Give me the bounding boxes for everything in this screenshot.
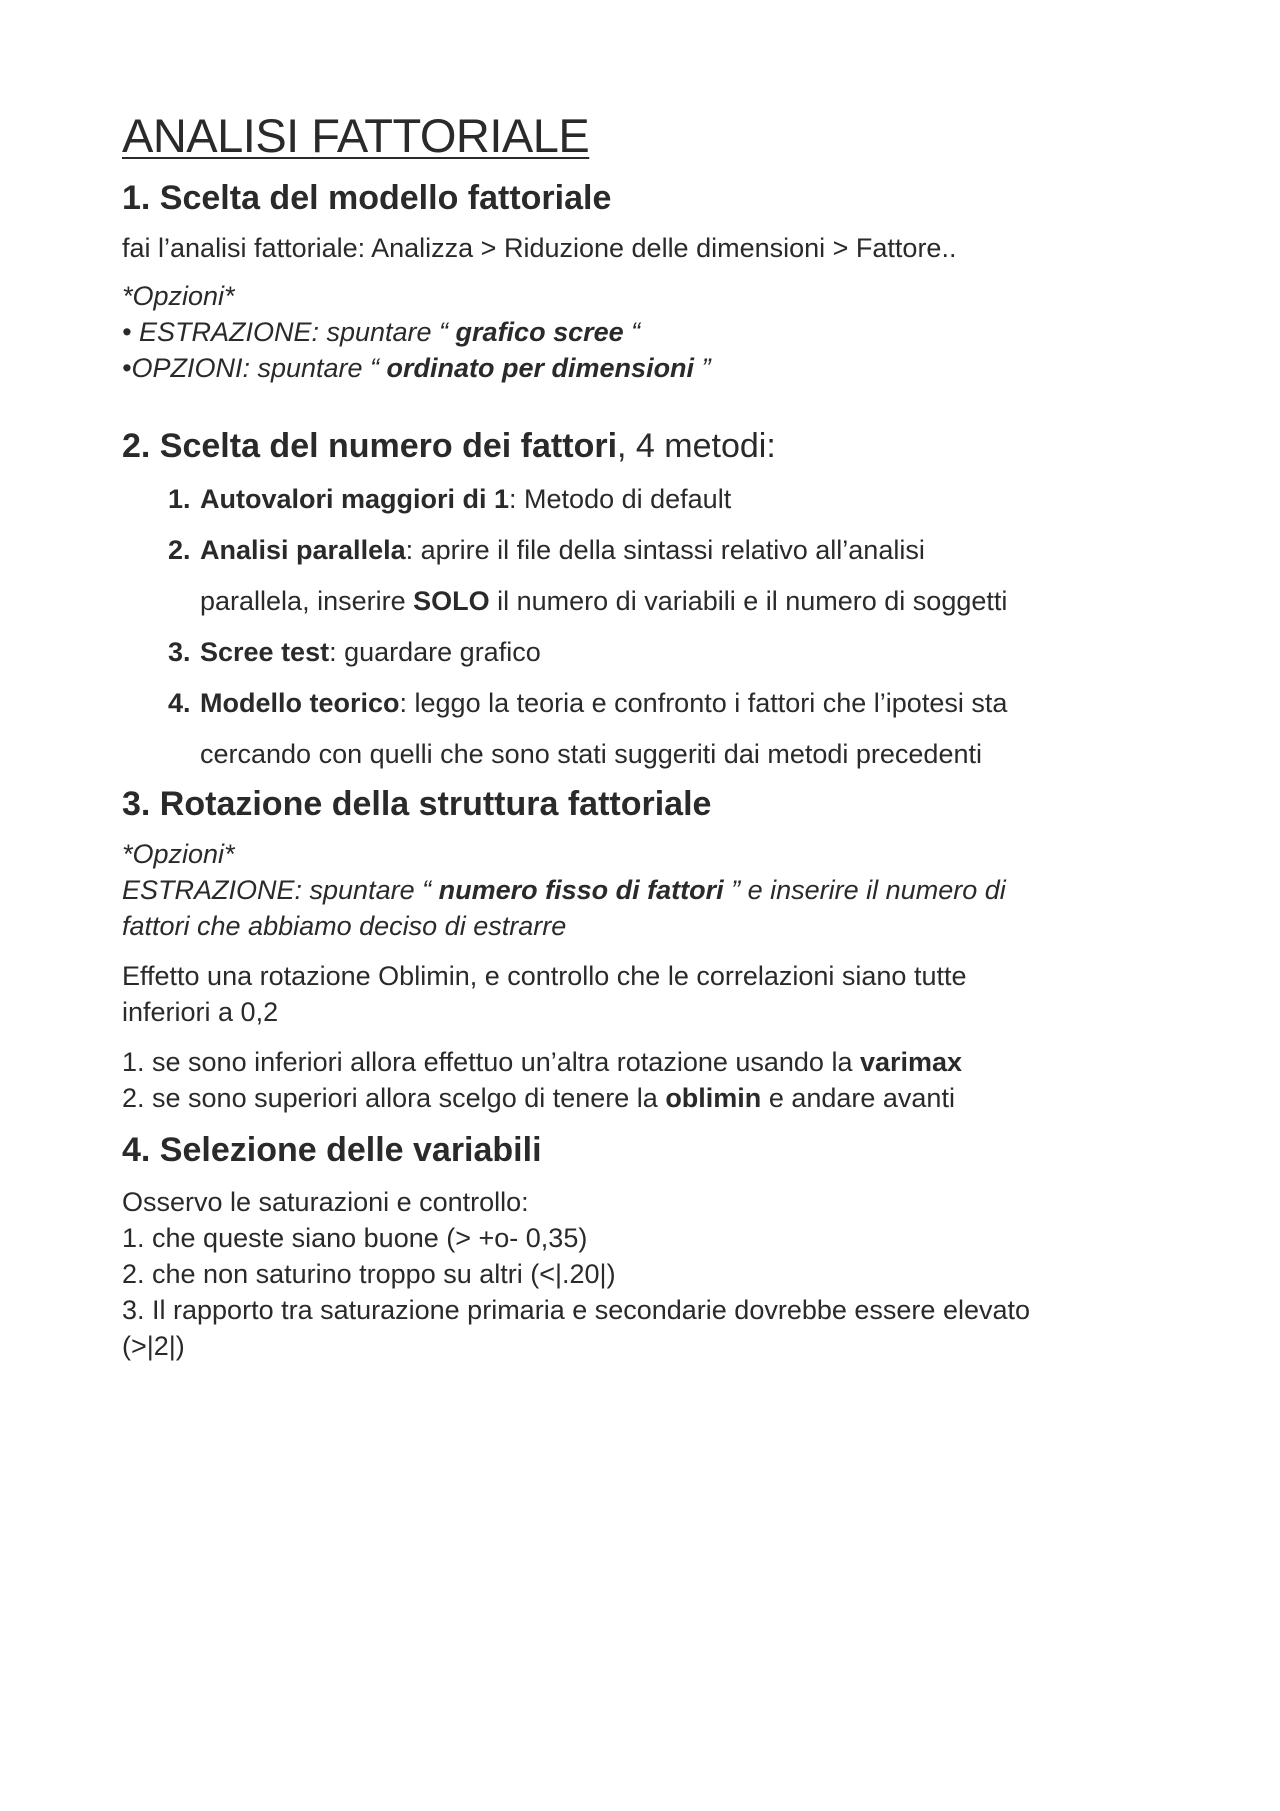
body-line: 2. che non saturino troppo su altri (<|.20|) [122,1259,616,1289]
list-item [122,627,1162,678]
item-bold: Analisi parallela [200,535,406,565]
option-text: fattori che abbiamo deciso di estrarre [122,911,567,941]
item-text: : guardare grafico [329,637,541,667]
option-bold: grafico scree [455,317,624,347]
item-bold: SOLO [413,586,490,616]
body-line: Osservo le saturazioni e controllo: [122,1187,529,1217]
section-2 [122,424,1162,780]
options-heading: *Opzioni* [122,281,235,311]
list-item [122,678,1162,780]
item-text: 1. se sono inferiori allora effettuo un’altra rotazione usando la [122,1047,860,1077]
option-estrazione [122,314,1162,350]
option-text: ESTRAZIONE: spuntare “ [122,875,439,905]
option-estrazione [122,872,1162,944]
item-text: : leggo la teoria e confronto i fattori che l’ipotesi sta [399,688,1008,718]
item-text: : Metodo di default [509,484,732,514]
item-text: 2. se sono superiori allora scelgo di tenere la [122,1083,666,1113]
section-2-heading [122,424,1162,468]
body-line: Effetto una rotazione Oblimin, e controllo che le correlazioni siano tutte [122,961,967,991]
option-opzioni [122,350,1162,386]
list-item [122,525,1162,627]
item-text: il numero di variabili e il numero di soggetti [489,586,1008,616]
option-text: • ESTRAZIONE: spuntare “ [122,317,456,347]
option-bold: numero fisso di fattori [438,875,724,905]
body-line: 1. che queste siano buone (> +o- 0,35) [122,1223,588,1253]
section-4-body [122,1184,1162,1364]
item-number: 4. [168,688,191,718]
methods-list [122,474,1162,780]
item-text: parallela, inserire [200,586,414,616]
item-bold: Scree test [200,637,330,667]
item-number: 3. [168,637,191,667]
section-1-heading: 1. Scelta del modello fattoriale [122,179,612,217]
item-number: 2. [168,535,191,565]
section-3-body [122,958,1162,1030]
section-1 [122,176,1162,386]
section-3-options [122,836,1162,944]
list-item [122,474,1162,525]
item-bold: oblimin [665,1083,762,1113]
rotation-list [122,1044,1162,1116]
list-item [122,1080,1162,1116]
heading-rest: , 4 metodi: [617,427,776,465]
item-bold: Modello teorico [200,688,400,718]
body-line: 3. Il rapporto tra saturazione primaria e secondarie dovrebbe essere elevato [122,1295,1031,1325]
option-text: •OPZIONI: spuntare “ [122,353,387,383]
option-text: ” [694,353,711,383]
option-text: ” e inserire il numero di [723,875,1006,905]
body-line: (>|2|) [122,1331,185,1361]
item-bold: varimax [859,1047,963,1077]
document-page [122,108,1162,1364]
option-text: “ [623,317,641,347]
section-3-heading: 3. Rotazione della struttura fattoriale [122,785,712,823]
section-4 [122,1128,1162,1364]
option-bold: ordinato per dimensioni [386,353,695,383]
body-line: inferiori a 0,2 [122,997,279,1027]
section-3 [122,782,1162,1116]
item-text: cercando con quelli che sono stati suggeriti dai metodi precedenti [200,739,982,769]
item-text: : aprire il file della sintassi relativo all’analisi [405,535,925,565]
page-title: ANALISI FATTORIALE [122,109,590,162]
options-heading: *Opzioni* [122,839,235,869]
item-number: 1. [168,484,191,514]
section-4-heading: 4. Selezione delle variabili [122,1131,542,1169]
list-item [122,1044,1162,1080]
heading-bold: 2. Scelta del numero dei fattori [122,427,618,465]
section-1-body: fai l’analisi fattoriale: Analizza > Riduzione delle dimensioni > Fattore.. [122,233,957,263]
section-1-options [122,278,1162,386]
item-bold: Autovalori maggiori di 1 [200,484,510,514]
item-text: e andare avanti [761,1083,955,1113]
